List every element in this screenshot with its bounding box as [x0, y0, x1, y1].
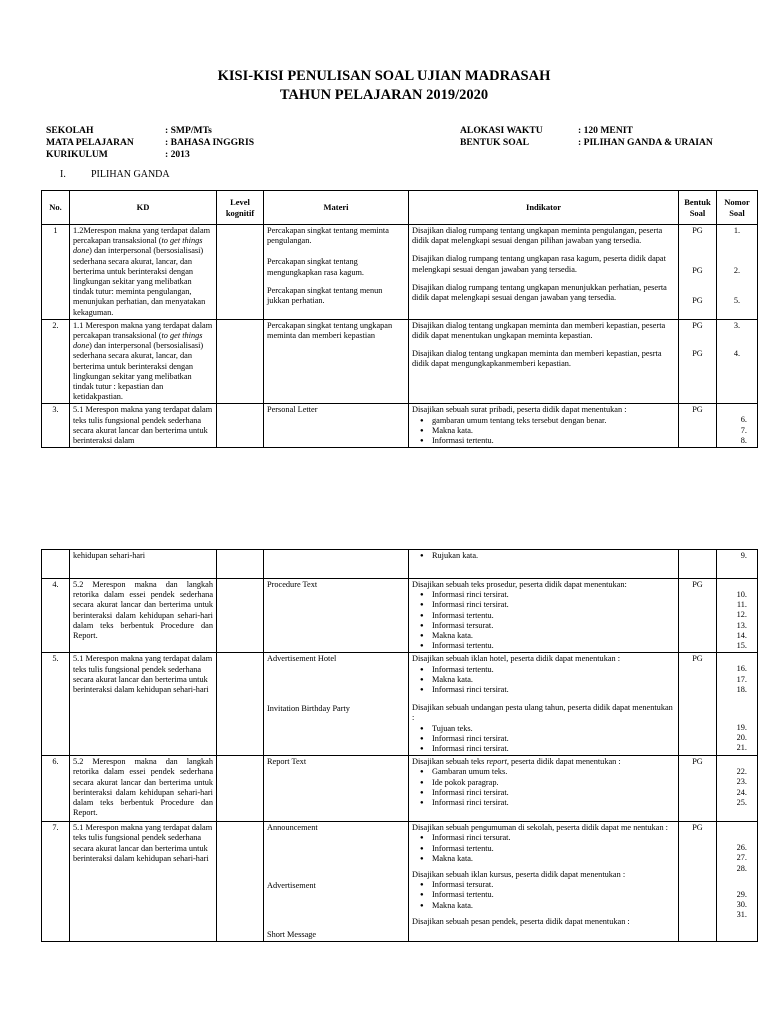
row-kd: 5.1 Merespon makna yang terdapat dalam teks tulis fungsional pendek sederhana secara akurat lancar dan berterima untuk berinteraksi dalam kehidupan sehari-hari	[70, 822, 217, 942]
row-indikator: Disajikan sebuah pengumuman di sekolah, peserta didik dapat me nentukan : ● Informasi rinci tersurat. ● Informasi tertentu. ● Makna kata. Disajikan sebuah iklan kursus, peserta didik dapat menentukan : ● Informasi tersurat. ● Informasi tertentu. ● Makna kata. Disajikan sebuah pesan pendek, peserta didik dapat menentukan :	[409, 822, 679, 942]
list-item: ● Makna kata.	[432, 426, 675, 436]
list-item: ● Informasi rinci tersirat.	[432, 798, 675, 808]
list-item: ● Informasi tertentu.	[432, 436, 675, 446]
list-item: ● Informasi tersurat.	[432, 621, 675, 631]
list-item: ● Informasi tertentu.	[432, 641, 675, 651]
row-bentuk: PG	[679, 653, 717, 756]
row-kd: 5.1 Merespon makna yang terdapat dalam teks tulis fungsional pendek sederhana secara akurat lancar dan berterima untuk berinteraksi dalam kehidupan sehari-hari	[70, 653, 217, 756]
row-nomor: 1. 2. 5.	[717, 225, 758, 320]
bentuk-label: BENTUK SOAL	[460, 137, 530, 148]
list-item: ● Informasi tertentu.	[432, 890, 675, 900]
row-nomor: 3. 4.	[717, 319, 758, 404]
row-materi: Personal Letter	[264, 404, 409, 448]
alokasi-value: : 120 MENIT	[578, 125, 633, 136]
col-nomor: Nomor Soal	[717, 191, 758, 225]
row-nomor: 16. 17. 18. 19. 20. 21.	[717, 653, 758, 756]
row-nomor: 10. 11. 12. 13. 14. 15.	[717, 579, 758, 653]
list-item: ● Makna kata.	[432, 854, 675, 864]
alokasi-label: ALOKASI WAKTU	[460, 125, 543, 136]
row-no: 3.	[42, 404, 70, 448]
row-bentuk: PG	[679, 822, 717, 942]
table-row	[42, 404, 758, 448]
row-level	[217, 319, 264, 404]
col-level: Level kognitif	[217, 191, 264, 225]
kurikulum-label: KURIKULUM	[46, 149, 108, 160]
row-no: 4.	[42, 579, 70, 653]
row-no: 1	[42, 225, 70, 320]
row-bentuk: PG PG	[679, 319, 717, 404]
list-item: ● Tujuan teks.	[432, 724, 675, 734]
table-row	[42, 319, 758, 404]
list-item: ● Informasi tersurat.	[432, 880, 675, 890]
list-item: ● Gambaran umum teks.	[432, 767, 675, 777]
sekolah-value: : SMP/MTs	[165, 125, 212, 136]
row-level	[217, 225, 264, 320]
col-kd: KD	[70, 191, 217, 225]
row-materi: Announcement Advertisement Short Message	[264, 822, 409, 942]
row-kd: kehidupan sehari-hari	[70, 550, 217, 579]
list-item: ● Makna kata.	[432, 675, 675, 685]
row-no: 7.	[42, 822, 70, 942]
row-materi: Percakapan singkat tentang meminta pengulangan. Percakapan singkat tentang mengungkapkan rasa kagum. Percakapan singkat tentang menun jukkan perhatian.	[264, 225, 409, 320]
row-bentuk: PG	[679, 404, 717, 448]
row-kd: 5.2 Merespon makna dan langkah retorika dalam essei pendek sederhana secara akurat lancar dan berterima untuk berinteraksi dalam kehidupan sehari-hari dalam teks berbentuk Procedure dan Report.	[70, 579, 217, 653]
kisi-table-page2	[41, 549, 758, 942]
row-materi: Report Text	[264, 756, 409, 822]
table-row	[42, 653, 758, 756]
row-no: 6.	[42, 756, 70, 822]
list-item: ● Informasi rinci tersirat.	[432, 788, 675, 798]
row-no: 5.	[42, 653, 70, 756]
row-materi: Advertisement Hotel Invitation Birthday Party	[264, 653, 409, 756]
row-level	[217, 404, 264, 448]
table-row	[42, 225, 758, 320]
table-row	[42, 579, 758, 653]
row-kd: 5.2 Merespon makna dan langkah retorika dalam essei pendek sederhana secara akurat lancar dan berterima untuk berinteraksi dalam kehidupan sehari-hari dalam teks berbentuk Procedure dan Report.	[70, 756, 217, 822]
row-bentuk: PG	[679, 756, 717, 822]
row-bentuk: PG	[679, 579, 717, 653]
col-bentuk: Bentuk Soal	[679, 191, 717, 225]
row-nomor: 26. 27. 28. 29. 30. 31.	[717, 822, 758, 942]
row-indikator: Disajikan dialog tentang ungkapan meminta dan memberi kepastian, peserta didik dapat menentukan ungkapan meminta kepastian. Disajikan dialog tentang ungkapan meminta dan memberi kepastian, pesrta didik dapat mengungkapkanmemberi kepastian.	[409, 319, 679, 404]
bentuk-value: : PILIHAN GANDA & URAIAN	[578, 137, 713, 148]
table-row	[42, 756, 758, 822]
list-item: ● Rujukan kata.	[432, 551, 675, 561]
doc-title: KISI-KISI PENULISAN SOAL UJIAN MADRASAH	[217, 68, 551, 84]
list-item: ● Informasi rinci tersirat.	[432, 685, 675, 695]
mapel-label: MATA PELAJARAN	[46, 137, 134, 148]
row-no: 2.	[42, 319, 70, 404]
row-indikator: Disajikan sebuah surat pribadi, peserta didik dapat menentukan : ● gambaran umum tentang teks tersebut dengan benar. ● Makna kata. ● Informasi tertentu.	[409, 404, 679, 448]
section-number: I.	[60, 169, 66, 180]
row-kd: 5.1 Merespon makna yang terdapat dalam teks tulis fungsional pendek sederhana secara akurat lancar dan berterima untuk berinteraksi dalam	[70, 404, 217, 448]
row-indikator: Disajikan dialog rumpang tentang ungkapan meminta pengulangan, peserta didik dapat melengkapi sesuai dengan pilihan jawaban yang tersedia. Disajikan dialog rumpang tentang ungkapan rasa kagum, peserta didik dapat melengkapi sesuai dengan jawaban yang tersedia. Disajikan dialog rumpang tentang ungkapan menunjukkan perhatian, peserta didik dapat melengkapi sesuai dengan jawaban yang tersedia.	[409, 225, 679, 320]
list-item: ● Makna kata.	[432, 631, 675, 641]
sekolah-label: SEKOLAH	[46, 125, 94, 136]
row-kd: 1.1 Merespon makna yang terdapat dalam percakapan transaksional (to get things done) dan interpersonal (bersosialisasi) sederhana secara akurat, lancar, dan berterima untuk berinteraksi dengan lingkungan sekitar yang melibatkan tindak tutur : kepastian dan ketidakpastian.	[70, 319, 217, 404]
col-materi: Materi	[264, 191, 409, 225]
doc-subtitle: TAHUN PELAJARAN 2019/2020	[279, 87, 489, 103]
row-materi: Percakapan singkat tentang ungkapan meminta dan memberi kepastian	[264, 319, 409, 404]
list-item: ● Informasi rinci tersirat.	[432, 600, 675, 610]
kisi-table-page1	[41, 190, 758, 448]
table-row	[42, 550, 758, 579]
col-no: No.	[42, 191, 70, 225]
list-item: ● Informasi rinci tersirat.	[432, 744, 675, 754]
table-row	[42, 822, 758, 942]
list-item: ● gambaran umum tentang teks tersebut dengan benar.	[432, 416, 675, 426]
mapel-value: : BAHASA INGGRIS	[165, 137, 255, 148]
row-indikator: Disajikan sebuah teks report, peserta didik dapat menentukan : ● Gambaran umum teks. ● Ide pokok paragrap. ● Informasi rinci tersirat. ● Informasi rinci tersirat.	[409, 756, 679, 822]
col-indikator: Indikator	[409, 191, 679, 225]
row-kd: 1.2Merespon makna yang terdapat dalam percakapan transaksional (to get things done) dan interpersonal (bersosialisasi) sederhana secara akurat, lancar, dan berterima untuk berinteraksi dengan lingkungan sekitar yang melibatkan tindak tutur: meminta pengulangan, menunjukan perhatian, dan menyatakan kekaguman.	[70, 225, 217, 320]
row-indikator: Disajikan sebuah iklan hotel, peserta didik dapat menentukan : ● Informasi tertentu. ● Makna kata. ● Informasi rinci tersirat. Disajikan sebuah undangan pesta ulang tahun, peserta didik dapat menentukan : ● Tujuan teks. ● Informasi rinci tersirat. ● Informasi rinci tersirat.	[409, 653, 679, 756]
list-item: ● Informasi tertentu.	[432, 665, 675, 675]
row-bentuk: PG PG PG	[679, 225, 717, 320]
list-item: ● Informasi tertentu.	[432, 611, 675, 621]
list-item: ● Informasi rinci tersurat.	[432, 833, 675, 843]
row-indikator	[409, 550, 679, 579]
list-item: ● Ide pokok paragrap.	[432, 778, 675, 788]
row-materi: Procedure Text	[264, 579, 409, 653]
list-item: ● Informasi tertentu.	[432, 844, 675, 854]
row-nomor: 22. 23. 24. 25.	[717, 756, 758, 822]
kurikulum-value: : 2013	[165, 149, 190, 160]
list-item: ● Informasi rinci tersirat.	[432, 590, 675, 600]
list-item: ● Informasi rinci tersirat.	[432, 734, 675, 744]
row-nomor: 6. 7. 8.	[717, 404, 758, 448]
row-nomor: 9.	[717, 550, 758, 579]
list-item: ● Makna kata.	[432, 901, 675, 911]
section-label: PILIHAN GANDA	[91, 169, 170, 180]
row-indikator: Disajikan sebuah teks prosedur, peserta didik dapat menentukan: ● Informasi rinci tersirat. ● Informasi rinci tersirat. ● Informasi tertentu. ● Informasi tersurat. ● Makna kata. ● Informasi tertentu.	[409, 579, 679, 653]
